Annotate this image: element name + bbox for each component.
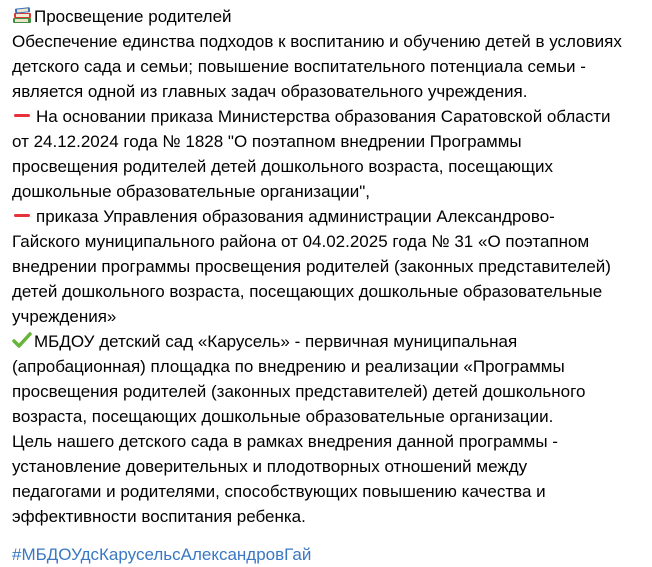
goal-line: эффективности воспитания ребенка.	[12, 507, 306, 526]
item3-line: (апробационная) площадка по внедрению и реализации «Программы	[12, 357, 565, 376]
goal-line: установление доверительных и плодотворных отношений между	[12, 457, 528, 476]
item1-line	[12, 104, 646, 129]
item2-line: детей дошкольного возраста, посещающих дошкольные образовательные	[12, 282, 603, 301]
item2-line: Гайского муниципального района от 04.02.2025 года № 31 «О поэтапном	[12, 232, 590, 251]
item3-line	[12, 329, 646, 354]
item2-line: внедрении программы просвещения родителей (законных представителей)	[12, 257, 611, 276]
hashtag-link[interactable]: #МБДОУдсКарусельсАлександровГай	[12, 545, 312, 564]
item1-line: дошкольные образовательные организации",	[12, 182, 371, 201]
spacer	[12, 529, 646, 542]
item1-line: просвещения родителей детей дошкольного возраста, посещающих	[12, 157, 554, 176]
intro-line: Обеспечение единства подходов к воспитанию и обучению детей в условиях	[12, 32, 622, 51]
red-dash-icon	[14, 214, 30, 217]
post-body	[12, 4, 646, 567]
goal-line: Цель нашего детского сада в рамках внедрения данной программы -	[12, 432, 558, 451]
hashtag-line	[12, 542, 646, 567]
red-dash-icon	[14, 114, 30, 117]
item3-text: МБДОУ детский сад «Карусель» - первичная муниципальная	[34, 332, 518, 351]
post-title-line	[12, 4, 646, 29]
item1-line: от 24.12.2024 года № 1828 "О поэтапном внедрении Программы	[12, 132, 522, 151]
item3-line: просвещения родителей (законных представителей) детей дошкольного	[12, 382, 586, 401]
item1-text: На основании приказа Министерства образования Саратовской области	[36, 107, 611, 126]
post-title: Просвещение родителей	[34, 7, 232, 26]
intro-line: является одной из главных задач образовательного учреждения.	[12, 82, 528, 101]
item3-line: возраста, посещающих дошкольные образовательные организации.	[12, 407, 554, 426]
item2-text: приказа Управления образования администрации Александрово-	[36, 207, 555, 226]
item2-line: учреждения»	[12, 307, 117, 326]
item2-line	[12, 204, 646, 229]
goal-line: педагогами и родителями, способствующих повышению качества и	[12, 482, 546, 501]
intro-line: детского сада и семьи; повышение воспитательного потенциала семьи -	[12, 57, 586, 76]
